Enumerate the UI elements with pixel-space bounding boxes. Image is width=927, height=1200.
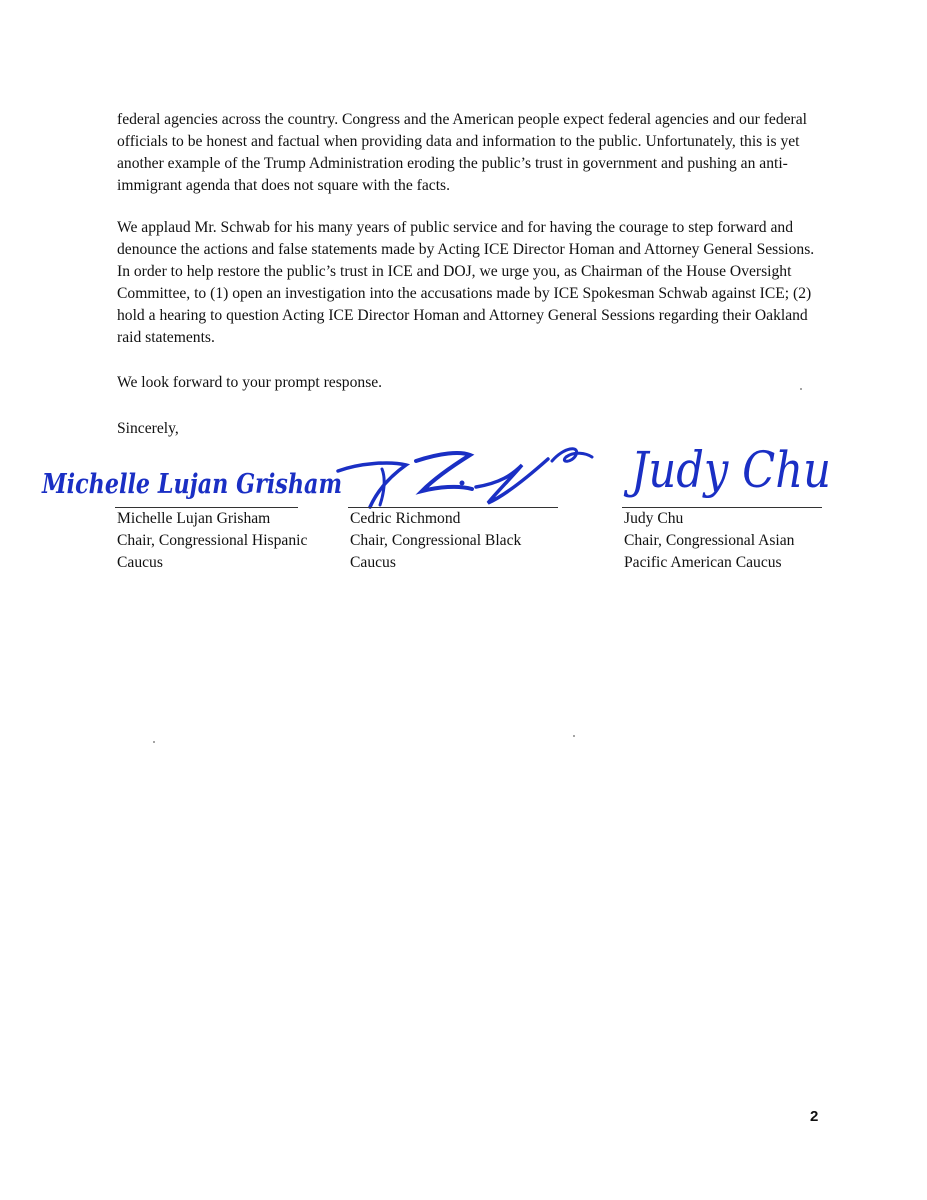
signature-grisham-text: Michelle Lujan Grisham (41, 469, 342, 500)
body-paragraph-1: federal agencies across the country. Congress and the American people expect federal agencies and our federal officials to be honest and factual when providing data and information to the public. Unfortunately, this is yet another example of the Trump Administration eroding the public’s trust in government and pushing an anti-immigrant agenda that does not square with the facts. (117, 111, 807, 194)
scan-speck (573, 735, 575, 737)
signatory-title-line1: Chair, Congressional Black (350, 532, 522, 549)
signatory-title-line2: Pacific American Caucus (624, 554, 782, 571)
signatory-name: Michelle Lujan Grisham (117, 510, 271, 527)
signatory-title-line2: Caucus (350, 554, 396, 571)
signatory-title-line1: Chair, Congressional Asian (624, 532, 795, 549)
signature-chu-text: Judy Chu (623, 441, 831, 499)
page-number: 2 (810, 1108, 819, 1125)
signatory-name: Judy Chu (624, 510, 684, 527)
signatory-richmond (350, 508, 521, 574)
signatory-title-line2: Caucus (117, 554, 163, 571)
body-paragraph-3: We look forward to your prompt response. (117, 374, 383, 391)
scan-speck (800, 388, 802, 390)
body-paragraph-2: We applaud Mr. Schwab for his many years of public service and for having the courage to step forward and denounce the actions and false statements made by Acting ICE Director Homan and Attorney General Sessions. In order to help restore the public’s trust in ICE and DOJ, we urge you, as Chairman of the House Oversight Committee, to (1) open an investigation into the accusations made by ICE Spokesman Schwab against ICE; (2) hold a hearing to question Acting ICE Director Homan and Attorney General Sessions regarding their Oakland raid statements. (117, 219, 815, 346)
signatory-chu (624, 508, 794, 574)
signature-chu (625, 425, 845, 515)
scan-speck (153, 741, 155, 743)
signature-grisham (38, 455, 368, 510)
closing-salutation: Sincerely, (117, 420, 179, 437)
signatory-name: Cedric Richmond (350, 510, 461, 527)
signatory-title-line1: Chair, Congressional Hispanic (117, 532, 308, 549)
signatory-grisham (117, 508, 307, 574)
